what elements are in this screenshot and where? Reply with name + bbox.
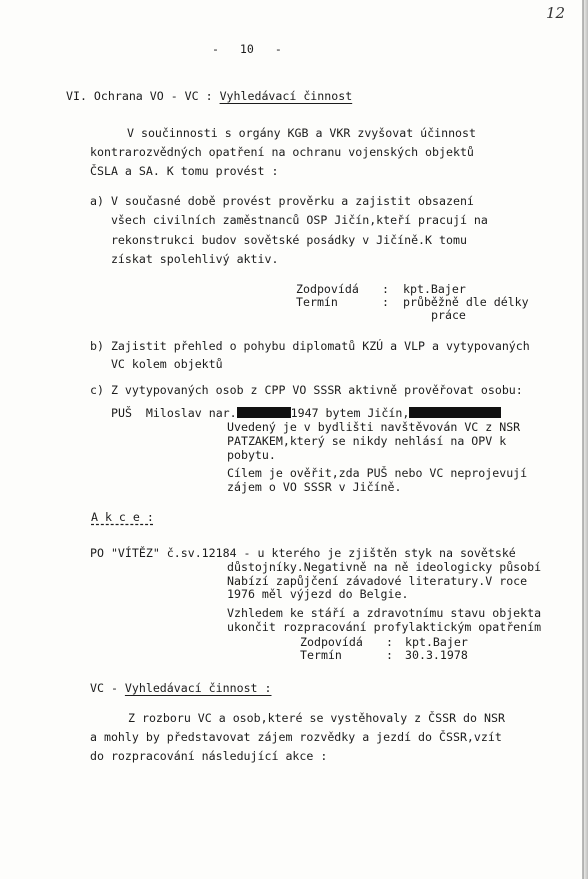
- deadline-label: Termín: [296, 295, 338, 309]
- po-note-line: ukončit rozpracování profylaktickým opatřením: [227, 620, 542, 634]
- person-name: PUŠ Miloslav nar.: [111, 406, 237, 420]
- po-cont-line: důstojníky.Negativně na ně ideologicky působí: [227, 560, 542, 574]
- closing-line: do rozpracování následující akce :: [90, 749, 328, 763]
- po-note-line: Vzhledem ke stáří a zdravotnímu stavu objekta: [227, 606, 542, 620]
- deadline-label: Termín: [300, 648, 342, 662]
- intro-line: V součinnosti s orgány KGB a VKR zvyšovat účinnost: [127, 126, 477, 140]
- item-b-line: VC kolem objektů: [90, 357, 223, 371]
- vc-heading-prefix: VC -: [90, 681, 125, 695]
- responsible-label: Zodpovídá: [296, 282, 359, 296]
- person-detail-line: Uvedený je v bydlišti navštěvován VC z NSR: [227, 420, 521, 434]
- section-title: Vyhledávací činnost: [219, 89, 353, 103]
- closing-line: Z rozboru VC a osob,které se vystěhovaly z ČSSR do NSR: [128, 711, 505, 725]
- item-b-line: b) Zajistit přehled o pohybu diplomatů KZÚ a VLP a vytypovaných: [90, 339, 530, 353]
- akce-heading: A k c e :: [91, 510, 154, 524]
- responsible-value: kpt.Bajer: [403, 282, 466, 296]
- intro-line: kontrarozvědných opatření na ochranu vojenských objektů: [90, 145, 474, 159]
- goal-line: Cílem je ověřit,zda PUŠ nebo VC neprojevují: [227, 466, 528, 480]
- item-a-line: získat spolehlivý aktiv.: [90, 252, 279, 266]
- goal-line: zájem o VO SSSR v Jičíně.: [227, 480, 402, 494]
- item-a-line: a) V současné době provést prověrku a zajistit obsazení: [90, 194, 474, 208]
- item-a-line: všech civilních zaměstnanců OSP Jičín,kteří pracují na: [90, 213, 488, 227]
- item-a-line: rekonstrukci budov sovětské posádky v Jičíně.K tomu: [90, 233, 467, 247]
- scan-edge-line: [582, 0, 584, 879]
- handwritten-page-mark: 12: [546, 4, 566, 22]
- redaction-bar: [237, 407, 291, 418]
- section-number: VI. Ochrana VO - VC :: [66, 89, 220, 103]
- deadline-value: 30.3.1978: [405, 648, 468, 662]
- person-birth-residence: 1947 bytem Jičín,: [290, 406, 410, 420]
- vc-heading: [90, 681, 272, 695]
- deadline-value-cont: práce: [431, 308, 466, 322]
- redaction-bar: [409, 407, 501, 418]
- po-line: PO "VÍTĚZ" č.sv.12184 - u kterého je zjištěn styk na sovětské: [90, 546, 516, 560]
- person-line: [111, 406, 501, 420]
- po-cont-line: Nabízí zapůjčení závadové literatury.V roce: [227, 574, 528, 588]
- deadline-separator: :: [382, 295, 389, 309]
- deadline-separator: :: [386, 648, 393, 662]
- page-number: - 10 -: [212, 42, 282, 56]
- intro-line: ČSLA a SA. K tomu provést :: [90, 164, 279, 178]
- responsible-value: kpt.Bajer: [405, 635, 468, 649]
- responsible-separator: :: [382, 282, 389, 296]
- po-cont-line: 1976 měl výjezd do Belgie.: [227, 587, 409, 601]
- deadline-value: průběžně dle délky: [403, 295, 529, 309]
- responsible-separator: :: [386, 635, 393, 649]
- section-heading: [66, 89, 352, 103]
- person-detail-line: pobytu.: [227, 448, 276, 462]
- vc-heading-title: Vyhledávací činnost :: [124, 681, 272, 695]
- closing-line: a mohly by představovat zájem rozvědky a jezdí do ČSSR,vzít: [90, 730, 502, 744]
- responsible-label: Zodpovídá: [300, 635, 363, 649]
- item-c-line: c) Z vytypovaných osob z CPP VO SSSR aktivně prověřovat osobu:: [90, 383, 523, 397]
- person-detail-line: PATZAKEM,který se nikdy nehlásí na OPV k: [227, 434, 507, 448]
